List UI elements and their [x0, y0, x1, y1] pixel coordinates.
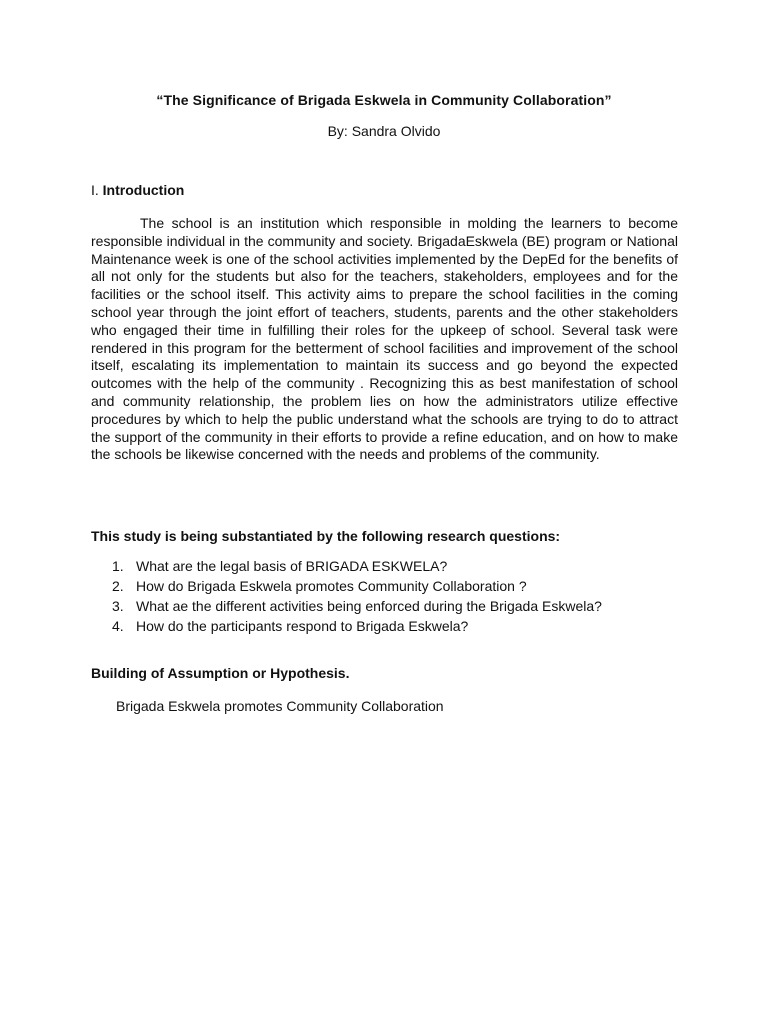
section-heading-introduction: [91, 182, 184, 198]
research-questions-heading: This study is being substantiated by the following research questions:: [91, 528, 561, 544]
list-item-text: What are the legal basis of BRIGADA ESKWELA?: [136, 558, 448, 574]
list-item-number: 3.: [112, 598, 124, 614]
list-item-text: What ae the different activities being enforced during the Brigada Eskwela?: [136, 598, 602, 614]
introduction-paragraph: The school is an institution which responsible in molding the learners to become responsible individual in the community and society. BrigadaEskwela (BE) program or National Maintenance week is one of the school activities implemented by the DepEd for the benefits of all not only for the students but also for the teachers, stakeholders, employees and for the facilities or the school itself. This activity aims to prepare the school facilities in the coming school year through the joint effort of teachers, students, parents and the other stakeholders who engaged their time in fulfilling their roles for the upkeep of school. Several task were rendered in this program for the betterment of school facilities and improvement of the school itself, escalating its implementation to maintain its success and go beyond the expected outcomes with the help of the community . Recognizing this as best manifestation of school and community relationship, the problem lies on how the administrators utilize effective procedures by which to help the public understand what the schools are trying to do to attract the support of the community in their efforts to provide a refine education, and on how to make the schools be likewise concerned with the needs and problems of the community.: [91, 215, 678, 463]
list-item-number: 4.: [112, 618, 124, 634]
hypothesis-heading: Building of Assumption or Hypothesis.: [91, 665, 350, 681]
hypothesis-text: Brigada Eskwela promotes Community Collaboration: [116, 698, 444, 714]
section-number: I.: [91, 182, 99, 198]
list-item: [91, 576, 602, 596]
list-item: [91, 556, 602, 576]
list-item-number: 1.: [112, 558, 124, 574]
list-item-text: How do the participants respond to Brigada Eskwela?: [136, 618, 469, 634]
document-title: “The Significance of Brigada Eskwela in Community Collaboration”: [156, 92, 612, 108]
list-item: [91, 596, 602, 616]
list-item-text: How do Brigada Eskwela promotes Community Collaboration ?: [136, 578, 527, 594]
research-questions-list: [91, 556, 602, 636]
section-name: Introduction: [102, 182, 185, 198]
list-item-number: 2.: [112, 578, 124, 594]
list-item: [91, 616, 602, 636]
author-byline: By: Sandra Olvido: [327, 123, 441, 139]
